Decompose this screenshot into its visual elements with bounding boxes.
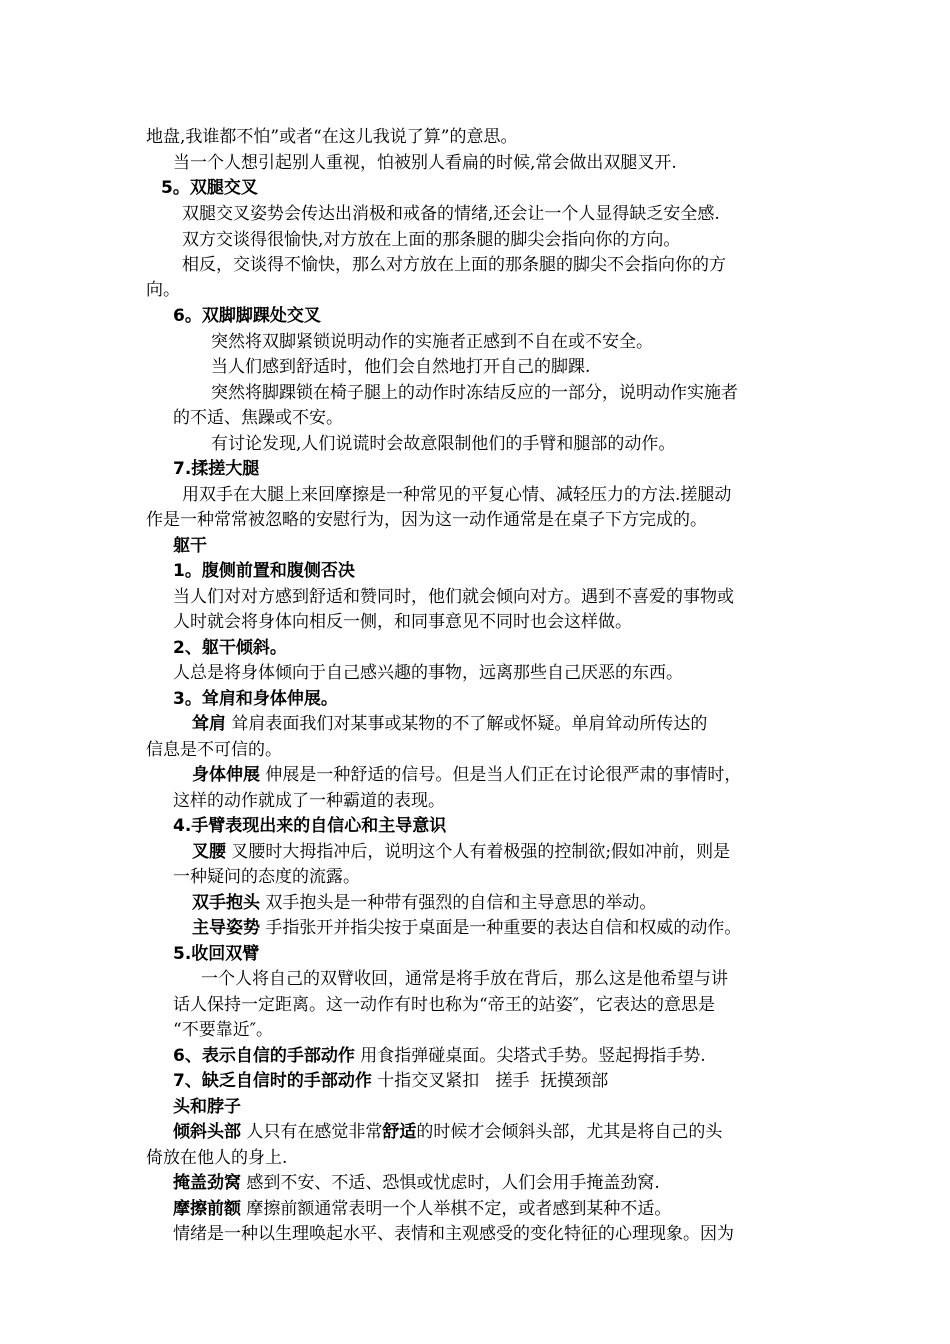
term-label: 叉腰	[192, 842, 226, 862]
text-line: 用双手在大腿上来回摩擦是一种常见的平复心情、减轻压力的方法.搓腿动	[182, 485, 732, 505]
text-line	[173, 1120, 722, 1144]
term-label: 摩擦前额	[173, 1199, 241, 1219]
term-label: 掩盖劲窝	[173, 1173, 241, 1193]
text-line: 地盘,我谁都不怕”或者“在这儿我说了算”的意思。	[146, 127, 518, 147]
text-line: 向。	[146, 280, 180, 300]
text-line	[192, 712, 707, 736]
text-line: 作是一种常常被忽略的安慰行为，因为这一动作通常是在桌子下方完成的。	[146, 510, 707, 530]
text-line: 突然将脚踝锁在椅子腿上的动作时冻结反应的一部分，说明动作实施者	[211, 383, 738, 403]
text-line: 人总是将身体倾向于自己感兴趣的事物，远离那些自己厌恶的东西。	[173, 663, 683, 683]
text-line: 倚放在他人的身上.	[146, 1148, 288, 1168]
text-line	[192, 840, 730, 864]
term-text: 手指张开并指尖按于桌面是一种重要的表达自信和权威的动作。	[265, 918, 742, 938]
term-text: 叉腰时大拇指冲后，说明这个人有着极强的控制欲;假如冲前，则是	[231, 842, 731, 862]
text-line	[192, 891, 656, 915]
text-line: 一种疑问的态度的流露。	[173, 867, 360, 887]
text-line: 当人们感到舒适时，他们会自然地打开自己的脚踝.	[211, 357, 591, 377]
term-text: 摩擦前额通常表明一个人举棋不定，或者感到某种不适。	[246, 1199, 672, 1219]
emphasis-text: 舒适	[382, 1122, 417, 1142]
term-label: 主导姿势	[192, 918, 260, 938]
text-line: 的不适、焦躁或不安。	[173, 408, 343, 428]
text-line	[173, 1197, 671, 1221]
text-line: 一个人将自己的双臂收回，通常是将手放在背后，那么这是他希望与讲	[201, 969, 728, 989]
term-text: 的时候才会倾斜头部，尤其是将自己的头	[416, 1122, 723, 1142]
text-line: 双腿交叉姿势会传达出消极和戒备的情绪,还会让一个人显得缺乏安全感.	[182, 204, 720, 224]
term-label: 耸肩	[192, 714, 226, 734]
section-heading: 2、躯干倾斜。	[173, 638, 287, 658]
text-line: 当人们对对方感到舒适和赞同时，他们就会倾向对方。遇到不喜爱的事物或	[173, 587, 734, 607]
text-line: 人时就会将身体向相反一侧，和同事意见不同时也会这样做。	[173, 612, 632, 632]
section-heading: 5。双腿交叉	[161, 178, 258, 198]
text-line	[173, 1044, 706, 1068]
text-line: 突然将双脚紧锁说明动作的实施者正感到不自在或不安全。	[211, 332, 653, 352]
text-line: 话人保持一定距离。这一动作有时也称为“帝王的站姿″，它表达的意思是	[173, 995, 716, 1015]
term-text: 人只有在感觉非常	[246, 1122, 383, 1142]
term-text: 用食指弹碰桌面。尖塔式手势。竖起拇指手势.	[360, 1046, 706, 1066]
text-line: 有讨论发现,人们说谎时会故意限制他们的手臂和腿部的动作。	[211, 434, 676, 454]
text-line	[173, 1069, 608, 1093]
section-heading: 3。耸肩和身体伸展。	[173, 689, 338, 709]
section-heading: 6、表示自信的手部动作	[173, 1046, 355, 1066]
text-line: 情绪是一种以生理唤起水平、表情和主观感受的变化特征的心理现象。因为	[173, 1224, 734, 1244]
term-label: 双手抱头	[192, 893, 260, 913]
text-line	[192, 916, 741, 940]
text-line: 双方交谈得很愉快,对方放在上面的那条腿的脚尖会指向你的方向。	[182, 230, 681, 250]
term-label: 倾斜头部	[173, 1122, 241, 1142]
section-heading: 头和脖子	[173, 1097, 241, 1117]
term-text: 耸肩表面我们对某事或某物的不了解或怀疑。单肩耸动所传达的	[231, 714, 708, 734]
section-heading: 5.收回双臂	[173, 944, 260, 964]
section-heading: 7、缺乏自信时的手部动作	[173, 1071, 372, 1091]
section-heading: 6。双脚脚踝处交叉	[173, 306, 321, 326]
text-line: 相反，交谈得不愉快，那么对方放在上面的那条腿的脚尖不会指向你的方	[182, 255, 726, 275]
term-label: 身体伸展	[192, 765, 260, 785]
term-text: 伸展是一种舒适的信号。但是当人们正在讨论很严肃的事情时，	[265, 765, 742, 785]
text-line: 信息是不可信的。	[146, 740, 282, 760]
text-line: 这样的动作就成了一种霸道的表现。	[173, 791, 445, 811]
text-line	[192, 763, 741, 787]
section-heading: 1。腹侧前置和腹侧否决	[173, 561, 355, 581]
text-line: 当一个人想引起别人重视，怕被别人看扁的时候,常会做出双腿叉开.	[173, 153, 677, 173]
term-text: 双手抱头是一种带有强烈的自信和主导意思的举动。	[265, 893, 657, 913]
text-line: “不要靠近″。	[173, 1020, 274, 1040]
term-text: 感到不安、不适、恐惧或忧虑时，人们会用手掩盖劲窝.	[246, 1173, 660, 1193]
section-heading: 4.手臂表现出来的自信心和主导意识	[173, 816, 447, 836]
text-line	[173, 1171, 660, 1195]
section-heading: 躯干	[173, 536, 207, 556]
term-text: 十指交叉紧扣 搓手 抚摸颈部	[377, 1071, 609, 1091]
section-heading: 7.揉搓大腿	[173, 459, 260, 479]
